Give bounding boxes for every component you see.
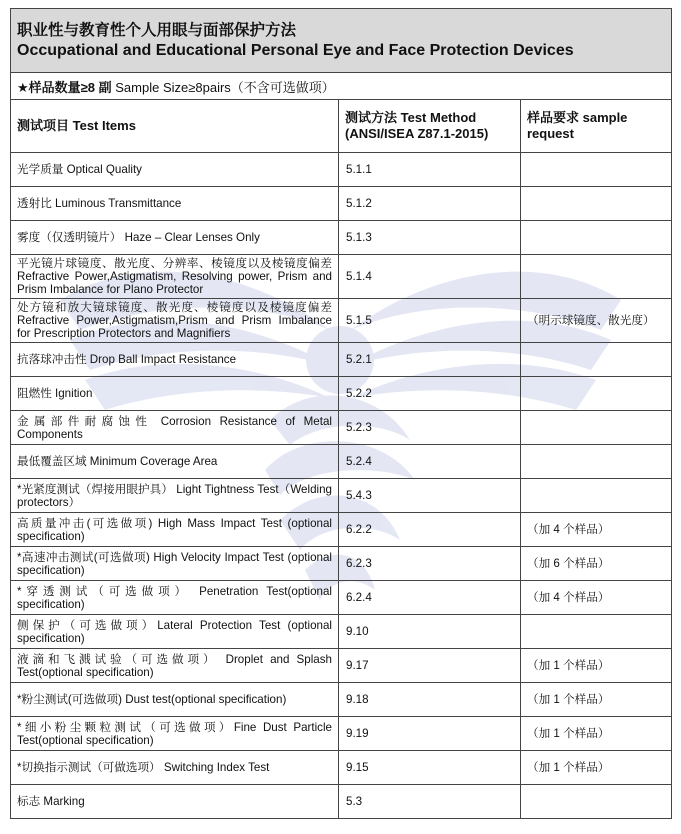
test-item-cell: 雾度（仅透明镜片） Haze – Clear Lenses Only <box>11 221 339 255</box>
title-chinese: 职业性与教育性个人用眼与面部保护方法 <box>17 21 297 39</box>
sample-size-label: ★样品数量≥8 副 <box>17 79 112 95</box>
test-item-cell: 阻燃性 Ignition <box>11 377 339 411</box>
table-row <box>11 299 672 343</box>
test-item-cell: 液滴和飞溅试验（可选做项） Droplet and Splash Test(optional specification) <box>11 649 339 683</box>
test-method-cell: 5.4.3 <box>339 479 521 513</box>
test-method-cell: 5.3 <box>339 785 521 819</box>
sample-request-cell <box>521 785 672 819</box>
test-method-cell: 9.10 <box>339 615 521 649</box>
test-method-cell: 6.2.2 <box>339 513 521 547</box>
table-row <box>11 377 672 411</box>
title-row <box>11 9 672 73</box>
table-row <box>11 513 672 547</box>
sample-size-row <box>11 73 672 100</box>
table-row <box>11 479 672 513</box>
sample-request-cell <box>521 479 672 513</box>
table-row <box>11 785 672 819</box>
test-item-cell: 抗落球冲击性 Drop Ball Impact Resistance <box>11 343 339 377</box>
sample-request-cell: （加 6 个样品） <box>521 547 672 581</box>
sample-request-cell: （加 1 个样品） <box>521 683 672 717</box>
table-row <box>11 255 672 299</box>
test-item-cell: 侧保护（可选做项）Lateral Protection Test (optional specification) <box>11 615 339 649</box>
test-method-cell: 9.19 <box>339 717 521 751</box>
test-method-cell: 5.2.4 <box>339 445 521 479</box>
title-cell <box>11 9 672 73</box>
sample-request-cell: （加 1 个样品） <box>521 649 672 683</box>
test-method-cell: 5.2.1 <box>339 343 521 377</box>
table-row <box>11 221 672 255</box>
sample-request-cell <box>521 221 672 255</box>
sample-request-cell: （加 1 个样品） <box>521 751 672 785</box>
table-row <box>11 683 672 717</box>
table-row <box>11 615 672 649</box>
test-method-cell: 9.17 <box>339 649 521 683</box>
sample-request-cell: （加 4 个样品） <box>521 513 672 547</box>
table-row <box>11 153 672 187</box>
sample-request-cell <box>521 377 672 411</box>
test-item-cell: 最低覆盖区域 Minimum Coverage Area <box>11 445 339 479</box>
header-test-method: 测试方法 Test Method (ANSI/ISEA Z87.1-2015) <box>339 100 521 153</box>
table-row <box>11 411 672 445</box>
test-item-cell: 平光镜片球镜度、散光度、分辨率、棱镜度以及棱镜度偏差 Refractive Power,Astigmatism, Resolving power, Prism and Prism Imbalance for Plano Protector <box>11 255 339 299</box>
test-method-cell: 5.1.2 <box>339 187 521 221</box>
table-row <box>11 187 672 221</box>
test-item-cell: *穿透测试（可选做项） Penetration Test(optional specification) <box>11 581 339 615</box>
test-method-cell: 5.2.3 <box>339 411 521 445</box>
test-method-cell: 9.15 <box>339 751 521 785</box>
table-row <box>11 649 672 683</box>
test-item-cell: 透射比 Luminous Transmittance <box>11 187 339 221</box>
test-item-cell: 处方镜和放大镜球镜度、散光度、棱镜度以及棱镜度偏差 Refractive Power,Astigmatism,Prism and Prism Imbalance for Prescription Protectors and Magnifiers <box>11 299 339 343</box>
sample-request-cell <box>521 445 672 479</box>
test-method-cell: 5.1.3 <box>339 221 521 255</box>
test-item-cell: 高质量冲击(可选做项) High Mass Impact Test (optional specification) <box>11 513 339 547</box>
sample-request-cell <box>521 187 672 221</box>
table-row <box>11 547 672 581</box>
test-method-cell: 5.1.5 <box>339 299 521 343</box>
test-method-cell: 5.1.4 <box>339 255 521 299</box>
table-row <box>11 581 672 615</box>
header-row <box>11 100 672 153</box>
test-item-cell: *细小粉尘颗粒测试（可选做项）Fine Dust Particle Test(optional specification) <box>11 717 339 751</box>
sample-request-cell <box>521 255 672 299</box>
eye-protection-test-table <box>10 8 672 819</box>
test-item-cell: 标志 Marking <box>11 785 339 819</box>
test-item-cell: *高速冲击测试(可选做项) High Velocity Impact Test (optional specification) <box>11 547 339 581</box>
table-row <box>11 717 672 751</box>
sample-request-cell: （加 4 个样品） <box>521 581 672 615</box>
test-method-cell: 5.2.2 <box>339 377 521 411</box>
test-method-cell: 9.18 <box>339 683 521 717</box>
table-row <box>11 343 672 377</box>
sample-size-cell <box>11 73 672 100</box>
table-row <box>11 445 672 479</box>
sample-request-cell: （加 1 个样品） <box>521 717 672 751</box>
table-row <box>11 751 672 785</box>
sample-request-cell <box>521 615 672 649</box>
title-english: Occupational and Educational Personal Eye and Face Protection Devices <box>17 41 574 59</box>
test-method-cell: 6.2.3 <box>339 547 521 581</box>
sample-request-cell: （明示球镜度、散光度） <box>521 299 672 343</box>
test-method-cell: 6.2.4 <box>339 581 521 615</box>
test-method-cell: 5.1.1 <box>339 153 521 187</box>
sample-request-cell <box>521 153 672 187</box>
header-sample-request: 样品要求 sample request <box>521 100 672 153</box>
test-item-cell: *粉尘测试(可选做项) Dust test(optional specification) <box>11 683 339 717</box>
test-item-cell: *切换指示测试（可做选项） Switching Index Test <box>11 751 339 785</box>
test-item-cell: *光紧度测试（焊接用眼护具） Light Tightness Test（Welding protectors） <box>11 479 339 513</box>
sample-request-cell <box>521 411 672 445</box>
sample-request-cell <box>521 343 672 377</box>
header-test-items: 测试项目 Test Items <box>11 100 339 153</box>
sample-size-text: Sample Size≥8pairs（不含可选做项） <box>115 79 335 95</box>
test-item-cell: 光学质量 Optical Quality <box>11 153 339 187</box>
test-item-cell: 金属部件耐腐蚀性 Corrosion Resistance of Metal Components <box>11 411 339 445</box>
